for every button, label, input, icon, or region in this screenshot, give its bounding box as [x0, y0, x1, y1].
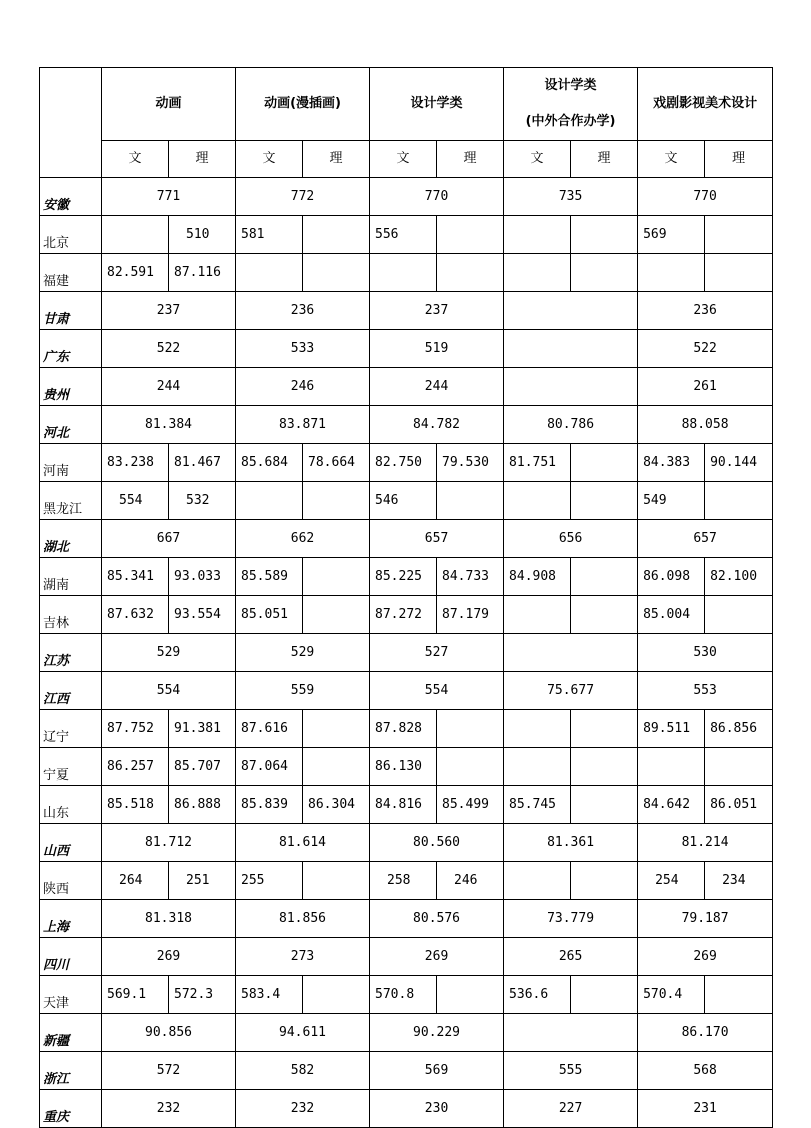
score-cell [638, 748, 705, 786]
province-name: 安徽 [40, 178, 102, 216]
score-cell: 269 [638, 938, 773, 976]
province-name: 山西 [40, 824, 102, 862]
score-cell [437, 710, 504, 748]
province-name: 辽宁 [40, 710, 102, 748]
header-sub-li: 理 [437, 141, 504, 178]
header-sub-wen: 文 [370, 141, 437, 178]
score-cell: 78.664 [303, 444, 370, 482]
score-cell: 81.361 [504, 824, 638, 862]
table-row [40, 786, 773, 824]
header-sub-wen: 文 [504, 141, 571, 178]
header-row-subjects [40, 141, 773, 178]
score-cell: 86.257 [102, 748, 169, 786]
table-row [40, 900, 773, 938]
score-cell [236, 254, 303, 292]
header-row-majors [40, 68, 773, 141]
score-cell [571, 482, 638, 520]
score-cell: 84.782 [370, 406, 504, 444]
score-cell [571, 254, 638, 292]
score-cell: 536.6 [504, 976, 571, 1014]
score-cell: 86.098 [638, 558, 705, 596]
score-cell [705, 254, 773, 292]
score-cell [638, 254, 705, 292]
score-cell: 79.530 [437, 444, 504, 482]
score-cell [504, 748, 571, 786]
province-name: 天津 [40, 976, 102, 1014]
score-cell: 86.888 [169, 786, 236, 824]
score-cell: 83.238 [102, 444, 169, 482]
table-row [40, 672, 773, 710]
score-cell: 85.004 [638, 596, 705, 634]
score-cell: 236 [236, 292, 370, 330]
score-cell: 569 [370, 1052, 504, 1090]
header-major: 设计学类 (中外合作办学) [504, 68, 638, 141]
table-row [40, 976, 773, 1014]
score-cell: 90.144 [705, 444, 773, 482]
score-cell: 79.187 [638, 900, 773, 938]
score-cell [705, 482, 773, 520]
score-cell: 568 [638, 1052, 773, 1090]
table-row [40, 938, 773, 976]
score-cell: 570.8 [370, 976, 437, 1014]
score-cell [437, 254, 504, 292]
table-row [40, 216, 773, 254]
score-cell: 85.518 [102, 786, 169, 824]
score-cell [303, 482, 370, 520]
province-name: 黑龙江 [40, 482, 102, 520]
score-cell: 251 [169, 862, 236, 900]
province-name: 上海 [40, 900, 102, 938]
score-cell [705, 596, 773, 634]
score-cell [303, 862, 370, 900]
table-row [40, 748, 773, 786]
score-cell: 656 [504, 520, 638, 558]
header-major: 设计学类 [370, 68, 504, 141]
province-name: 浙江 [40, 1052, 102, 1090]
score-cell: 583.4 [236, 976, 303, 1014]
score-cell: 570.4 [638, 976, 705, 1014]
score-cell [504, 1014, 638, 1052]
score-cell: 80.576 [370, 900, 504, 938]
score-cell: 261 [638, 368, 773, 406]
score-cell [504, 862, 571, 900]
score-cell [236, 482, 303, 520]
score-cell: 265 [504, 938, 638, 976]
score-cell [504, 596, 571, 634]
score-cell: 82.591 [102, 254, 169, 292]
province-name: 贵州 [40, 368, 102, 406]
score-cell: 82.100 [705, 558, 773, 596]
score-cell: 554 [102, 672, 236, 710]
score-cell: 84.642 [638, 786, 705, 824]
header-sub-wen: 文 [236, 141, 303, 178]
score-cell: 81.467 [169, 444, 236, 482]
score-cell: 90.229 [370, 1014, 504, 1052]
score-cell [571, 596, 638, 634]
score-cell: 85.839 [236, 786, 303, 824]
score-cell: 81.751 [504, 444, 571, 482]
table-row [40, 558, 773, 596]
score-cell: 85.745 [504, 786, 571, 824]
score-cell: 93.033 [169, 558, 236, 596]
score-cell: 555 [504, 1052, 638, 1090]
score-cell [504, 368, 638, 406]
score-cell: 227 [504, 1090, 638, 1128]
table-row [40, 862, 773, 900]
score-cell [504, 634, 638, 672]
score-cell [303, 596, 370, 634]
score-cell [571, 444, 638, 482]
score-cell: 246 [236, 368, 370, 406]
score-cell [504, 216, 571, 254]
score-cell: 86.304 [303, 786, 370, 824]
score-cell: 87.179 [437, 596, 504, 634]
province-name: 湖北 [40, 520, 102, 558]
table-row [40, 406, 773, 444]
score-cell: 554 [370, 672, 504, 710]
score-cell: 556 [370, 216, 437, 254]
score-cell: 273 [236, 938, 370, 976]
header-sub-li: 理 [303, 141, 370, 178]
score-cell: 86.130 [370, 748, 437, 786]
score-cell: 85.341 [102, 558, 169, 596]
score-cell: 522 [102, 330, 236, 368]
table-row [40, 254, 773, 292]
table-row [40, 482, 773, 520]
score-cell: 519 [370, 330, 504, 368]
province-name: 宁夏 [40, 748, 102, 786]
score-cell [705, 216, 773, 254]
province-name: 河南 [40, 444, 102, 482]
score-cell [705, 748, 773, 786]
table-row [40, 710, 773, 748]
score-cell: 770 [638, 178, 773, 216]
province-name: 吉林 [40, 596, 102, 634]
score-cell: 572 [102, 1052, 236, 1090]
table-row [40, 292, 773, 330]
score-cell: 81.384 [102, 406, 236, 444]
score-cell: 510 [169, 216, 236, 254]
score-cell: 88.058 [638, 406, 773, 444]
province-name: 甘肃 [40, 292, 102, 330]
province-name: 北京 [40, 216, 102, 254]
province-name: 重庆 [40, 1090, 102, 1128]
score-cell: 559 [236, 672, 370, 710]
score-cell: 85.589 [236, 558, 303, 596]
score-cell: 522 [638, 330, 773, 368]
score-cell: 85.051 [236, 596, 303, 634]
score-cell [571, 558, 638, 596]
score-cell: 553 [638, 672, 773, 710]
score-cell: 657 [638, 520, 773, 558]
score-cell: 93.554 [169, 596, 236, 634]
score-cell: 85.707 [169, 748, 236, 786]
score-cell: 549 [638, 482, 705, 520]
score-cell: 244 [102, 368, 236, 406]
table-row [40, 330, 773, 368]
score-cell: 81.214 [638, 824, 773, 862]
score-cell: 81.856 [236, 900, 370, 938]
score-cell: 269 [370, 938, 504, 976]
score-cell: 581 [236, 216, 303, 254]
score-cell: 770 [370, 178, 504, 216]
province-name: 山东 [40, 786, 102, 824]
score-cell [303, 216, 370, 254]
score-cell: 87.616 [236, 710, 303, 748]
score-cell [303, 976, 370, 1014]
table-row [40, 368, 773, 406]
score-cell [303, 710, 370, 748]
score-cell: 87.272 [370, 596, 437, 634]
score-cell: 84.733 [437, 558, 504, 596]
header-sub-li: 理 [705, 141, 773, 178]
score-cell: 232 [102, 1090, 236, 1128]
score-cell: 87.064 [236, 748, 303, 786]
score-cell: 231 [638, 1090, 773, 1128]
header-sub-li: 理 [169, 141, 236, 178]
score-cell: 84.816 [370, 786, 437, 824]
score-cell [504, 292, 638, 330]
score-cell [437, 976, 504, 1014]
score-cell [303, 558, 370, 596]
score-cell: 89.511 [638, 710, 705, 748]
score-cell: 81.712 [102, 824, 236, 862]
score-cell: 75.677 [504, 672, 638, 710]
score-cell: 255 [236, 862, 303, 900]
score-cell [705, 976, 773, 1014]
table-row [40, 444, 773, 482]
province-name: 新疆 [40, 1014, 102, 1052]
score-cell: 234 [705, 862, 773, 900]
score-cell: 94.611 [236, 1014, 370, 1052]
table-row [40, 178, 773, 216]
score-cell: 529 [236, 634, 370, 672]
score-cell: 533 [236, 330, 370, 368]
score-cell: 85.225 [370, 558, 437, 596]
score-cell [303, 254, 370, 292]
province-name: 江西 [40, 672, 102, 710]
score-cell: 582 [236, 1052, 370, 1090]
score-cell [571, 710, 638, 748]
province-name: 四川 [40, 938, 102, 976]
table-body [40, 68, 773, 1128]
corner-cell [40, 68, 102, 178]
score-cell: 667 [102, 520, 236, 558]
score-cell: 85.684 [236, 444, 303, 482]
table-row [40, 634, 773, 672]
header-major: 动画 [102, 68, 236, 141]
score-cell [504, 710, 571, 748]
score-cell [504, 254, 571, 292]
score-cell: 236 [638, 292, 773, 330]
score-cell: 86.051 [705, 786, 773, 824]
score-cell: 246 [437, 862, 504, 900]
table-row [40, 1090, 773, 1128]
score-cell: 244 [370, 368, 504, 406]
score-cell: 529 [102, 634, 236, 672]
score-cell: 569 [638, 216, 705, 254]
score-cell: 81.318 [102, 900, 236, 938]
score-cell [504, 330, 638, 368]
table-row [40, 1014, 773, 1052]
score-cell: 546 [370, 482, 437, 520]
score-cell [571, 976, 638, 1014]
score-cell: 80.560 [370, 824, 504, 862]
table-row [40, 824, 773, 862]
score-cell: 86.856 [705, 710, 773, 748]
score-cell: 90.856 [102, 1014, 236, 1052]
score-cell [571, 748, 638, 786]
score-cell: 87.752 [102, 710, 169, 748]
score-cell: 82.750 [370, 444, 437, 482]
header-sub-li: 理 [571, 141, 638, 178]
score-cell: 85.499 [437, 786, 504, 824]
score-cell: 554 [102, 482, 169, 520]
score-cell [571, 786, 638, 824]
province-name: 河北 [40, 406, 102, 444]
header-major: 动画(漫插画) [236, 68, 370, 141]
score-table [39, 67, 773, 1128]
score-cell [102, 216, 169, 254]
table-row [40, 596, 773, 634]
score-cell: 254 [638, 862, 705, 900]
score-cell: 87.632 [102, 596, 169, 634]
score-cell [571, 862, 638, 900]
province-name: 陕西 [40, 862, 102, 900]
header-sub-wen: 文 [102, 141, 169, 178]
province-name: 福建 [40, 254, 102, 292]
table-row [40, 520, 773, 558]
score-cell: 83.871 [236, 406, 370, 444]
score-cell: 87.828 [370, 710, 437, 748]
score-cell: 80.786 [504, 406, 638, 444]
score-cell [571, 216, 638, 254]
score-cell: 532 [169, 482, 236, 520]
score-cell: 735 [504, 178, 638, 216]
score-cell [437, 748, 504, 786]
score-cell: 771 [102, 178, 236, 216]
score-cell: 84.908 [504, 558, 571, 596]
score-cell: 530 [638, 634, 773, 672]
province-name: 湖南 [40, 558, 102, 596]
score-cell: 264 [102, 862, 169, 900]
table-row [40, 1052, 773, 1090]
score-cell: 84.383 [638, 444, 705, 482]
score-cell: 258 [370, 862, 437, 900]
header-sub-wen: 文 [638, 141, 705, 178]
score-cell: 81.614 [236, 824, 370, 862]
province-name: 江苏 [40, 634, 102, 672]
score-cell: 87.116 [169, 254, 236, 292]
score-cell [504, 482, 571, 520]
score-cell: 230 [370, 1090, 504, 1128]
score-cell: 657 [370, 520, 504, 558]
score-cell: 772 [236, 178, 370, 216]
header-major: 戏剧影视美术设计 [638, 68, 773, 141]
score-cell: 662 [236, 520, 370, 558]
score-cell: 569.1 [102, 976, 169, 1014]
score-cell [303, 748, 370, 786]
score-cell [437, 482, 504, 520]
score-cell: 237 [102, 292, 236, 330]
score-cell [370, 254, 437, 292]
score-cell: 232 [236, 1090, 370, 1128]
score-cell: 269 [102, 938, 236, 976]
score-cell: 73.779 [504, 900, 638, 938]
score-cell: 91.381 [169, 710, 236, 748]
score-cell: 86.170 [638, 1014, 773, 1052]
score-cell [437, 216, 504, 254]
province-name: 广东 [40, 330, 102, 368]
score-cell: 527 [370, 634, 504, 672]
score-cell: 237 [370, 292, 504, 330]
score-cell: 572.3 [169, 976, 236, 1014]
